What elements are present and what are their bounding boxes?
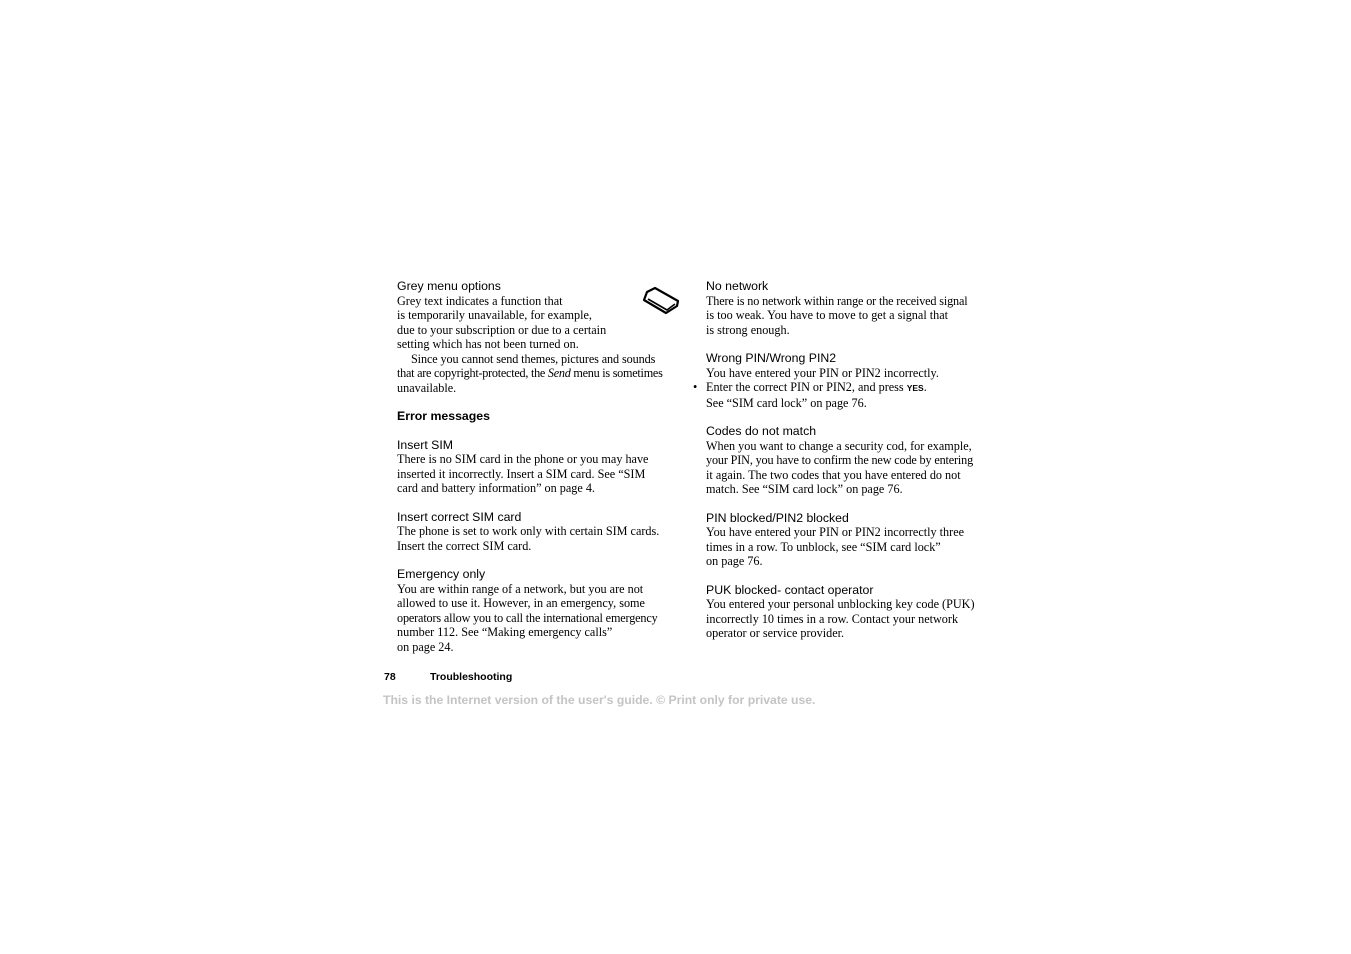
insert-correct-sim-line: The phone is set to work only with certain SIM cards.: [397, 524, 660, 538]
error-messages-heading: Error messages: [397, 409, 490, 423]
yes-key-label: YES: [906, 383, 924, 393]
grey-menu-line: setting which has not been turned on.: [397, 337, 579, 351]
grey-menu-para2-line: [397, 366, 687, 381]
insert-sim-line: inserted it incorrectly. Insert a SIM card. See “SIM: [397, 466, 646, 481]
puk-blocked-line: operator or service provider.: [706, 626, 845, 640]
no-network-line: is strong enough.: [706, 322, 790, 337]
section-title: Troubleshooting: [430, 671, 513, 683]
wrong-pin-heading: Wrong PIN/Wrong PIN2: [706, 351, 837, 365]
codes-not-match-line: it again. The two codes that you have entered do not: [706, 467, 961, 482]
text-fragment: that are copyright-protected, the: [397, 366, 548, 380]
insert-sim-line: card and battery information” on page 4.: [397, 481, 595, 495]
codes-not-match-heading: Codes do not match: [706, 424, 817, 438]
grey-menu-para2-line: unavailable.: [397, 380, 457, 395]
puk-blocked-line: You entered your personal unblocking key code (PUK): [706, 597, 975, 611]
wrong-pin-line: See “SIM card lock” on page 76.: [706, 395, 867, 410]
pin-blocked-line: times in a row. To unblock, see “SIM card lock”: [706, 539, 941, 554]
emergency-only-line: operators allow you to call the international emergency: [397, 610, 658, 625]
text-fragment: menu is sometimes: [570, 366, 663, 380]
insert-correct-sim-line: Insert the correct SIM card.: [397, 538, 532, 553]
grey-menu-line: due to your subscription or due to a certain: [397, 322, 607, 337]
page-number: 78: [384, 671, 396, 683]
phone-display-icon: [641, 286, 681, 316]
emergency-only-line: on page 24.: [397, 639, 454, 654]
text-fragment: Enter the correct PIN or PIN2, and press: [706, 380, 907, 394]
no-network-heading: No network: [706, 279, 769, 293]
grey-menu-line: is temporarily unavailable, for example,: [397, 308, 592, 322]
insert-sim-line: There is no SIM card in the phone or you may have: [397, 452, 649, 466]
wrong-pin-bullet: [693, 380, 996, 396]
emergency-only-heading: Emergency only: [397, 567, 486, 581]
emergency-only-line: You are within range of a network, but you are not: [397, 581, 644, 596]
no-network-line: is too weak. You have to move to get a signal that: [706, 308, 949, 322]
send-menu-name: Send: [547, 366, 571, 380]
emergency-only-line: number 112. See “Making emergency calls”: [397, 625, 613, 639]
pin-blocked-line: on page 76.: [706, 554, 763, 568]
codes-not-match-line: your PIN, you have to confirm the new code by entering: [706, 453, 974, 467]
grey-menu-heading: Grey menu options: [397, 279, 501, 293]
codes-not-match-line: When you want to change a security cod, for example,: [706, 438, 972, 453]
left-column: [397, 279, 687, 654]
no-network-line: There is no network within range or the received signal: [706, 293, 968, 308]
puk-blocked-heading: PUK blocked- contact operator: [706, 582, 874, 597]
right-column: [693, 279, 996, 641]
pin-blocked-line: You have entered your PIN or PIN2 incorrectly three: [706, 525, 965, 539]
insert-sim-heading: Insert SIM: [397, 437, 454, 452]
grey-menu-line: Grey text indicates a function that: [397, 293, 563, 308]
text-fragment: .: [923, 380, 927, 394]
codes-not-match-line: match. See “SIM card lock” on page 76.: [706, 482, 903, 496]
insert-correct-sim-heading: Insert correct SIM card: [397, 509, 522, 524]
bullet-icon: •: [693, 380, 698, 394]
emergency-only-line: allowed to use it. However, in an emergency, some: [397, 596, 645, 610]
pin-blocked-heading: PIN blocked/PIN2 blocked: [706, 510, 849, 525]
grey-menu-para2-line: Since you cannot send themes, pictures and sounds: [411, 351, 656, 366]
puk-blocked-line: incorrectly 10 times in a row. Contact your network: [706, 611, 959, 626]
internet-version-watermark: This is the Internet version of the user's guide. © Print only for private use.: [383, 693, 816, 707]
wrong-pin-line: You have entered your PIN or PIN2 incorrectly.: [706, 365, 939, 380]
